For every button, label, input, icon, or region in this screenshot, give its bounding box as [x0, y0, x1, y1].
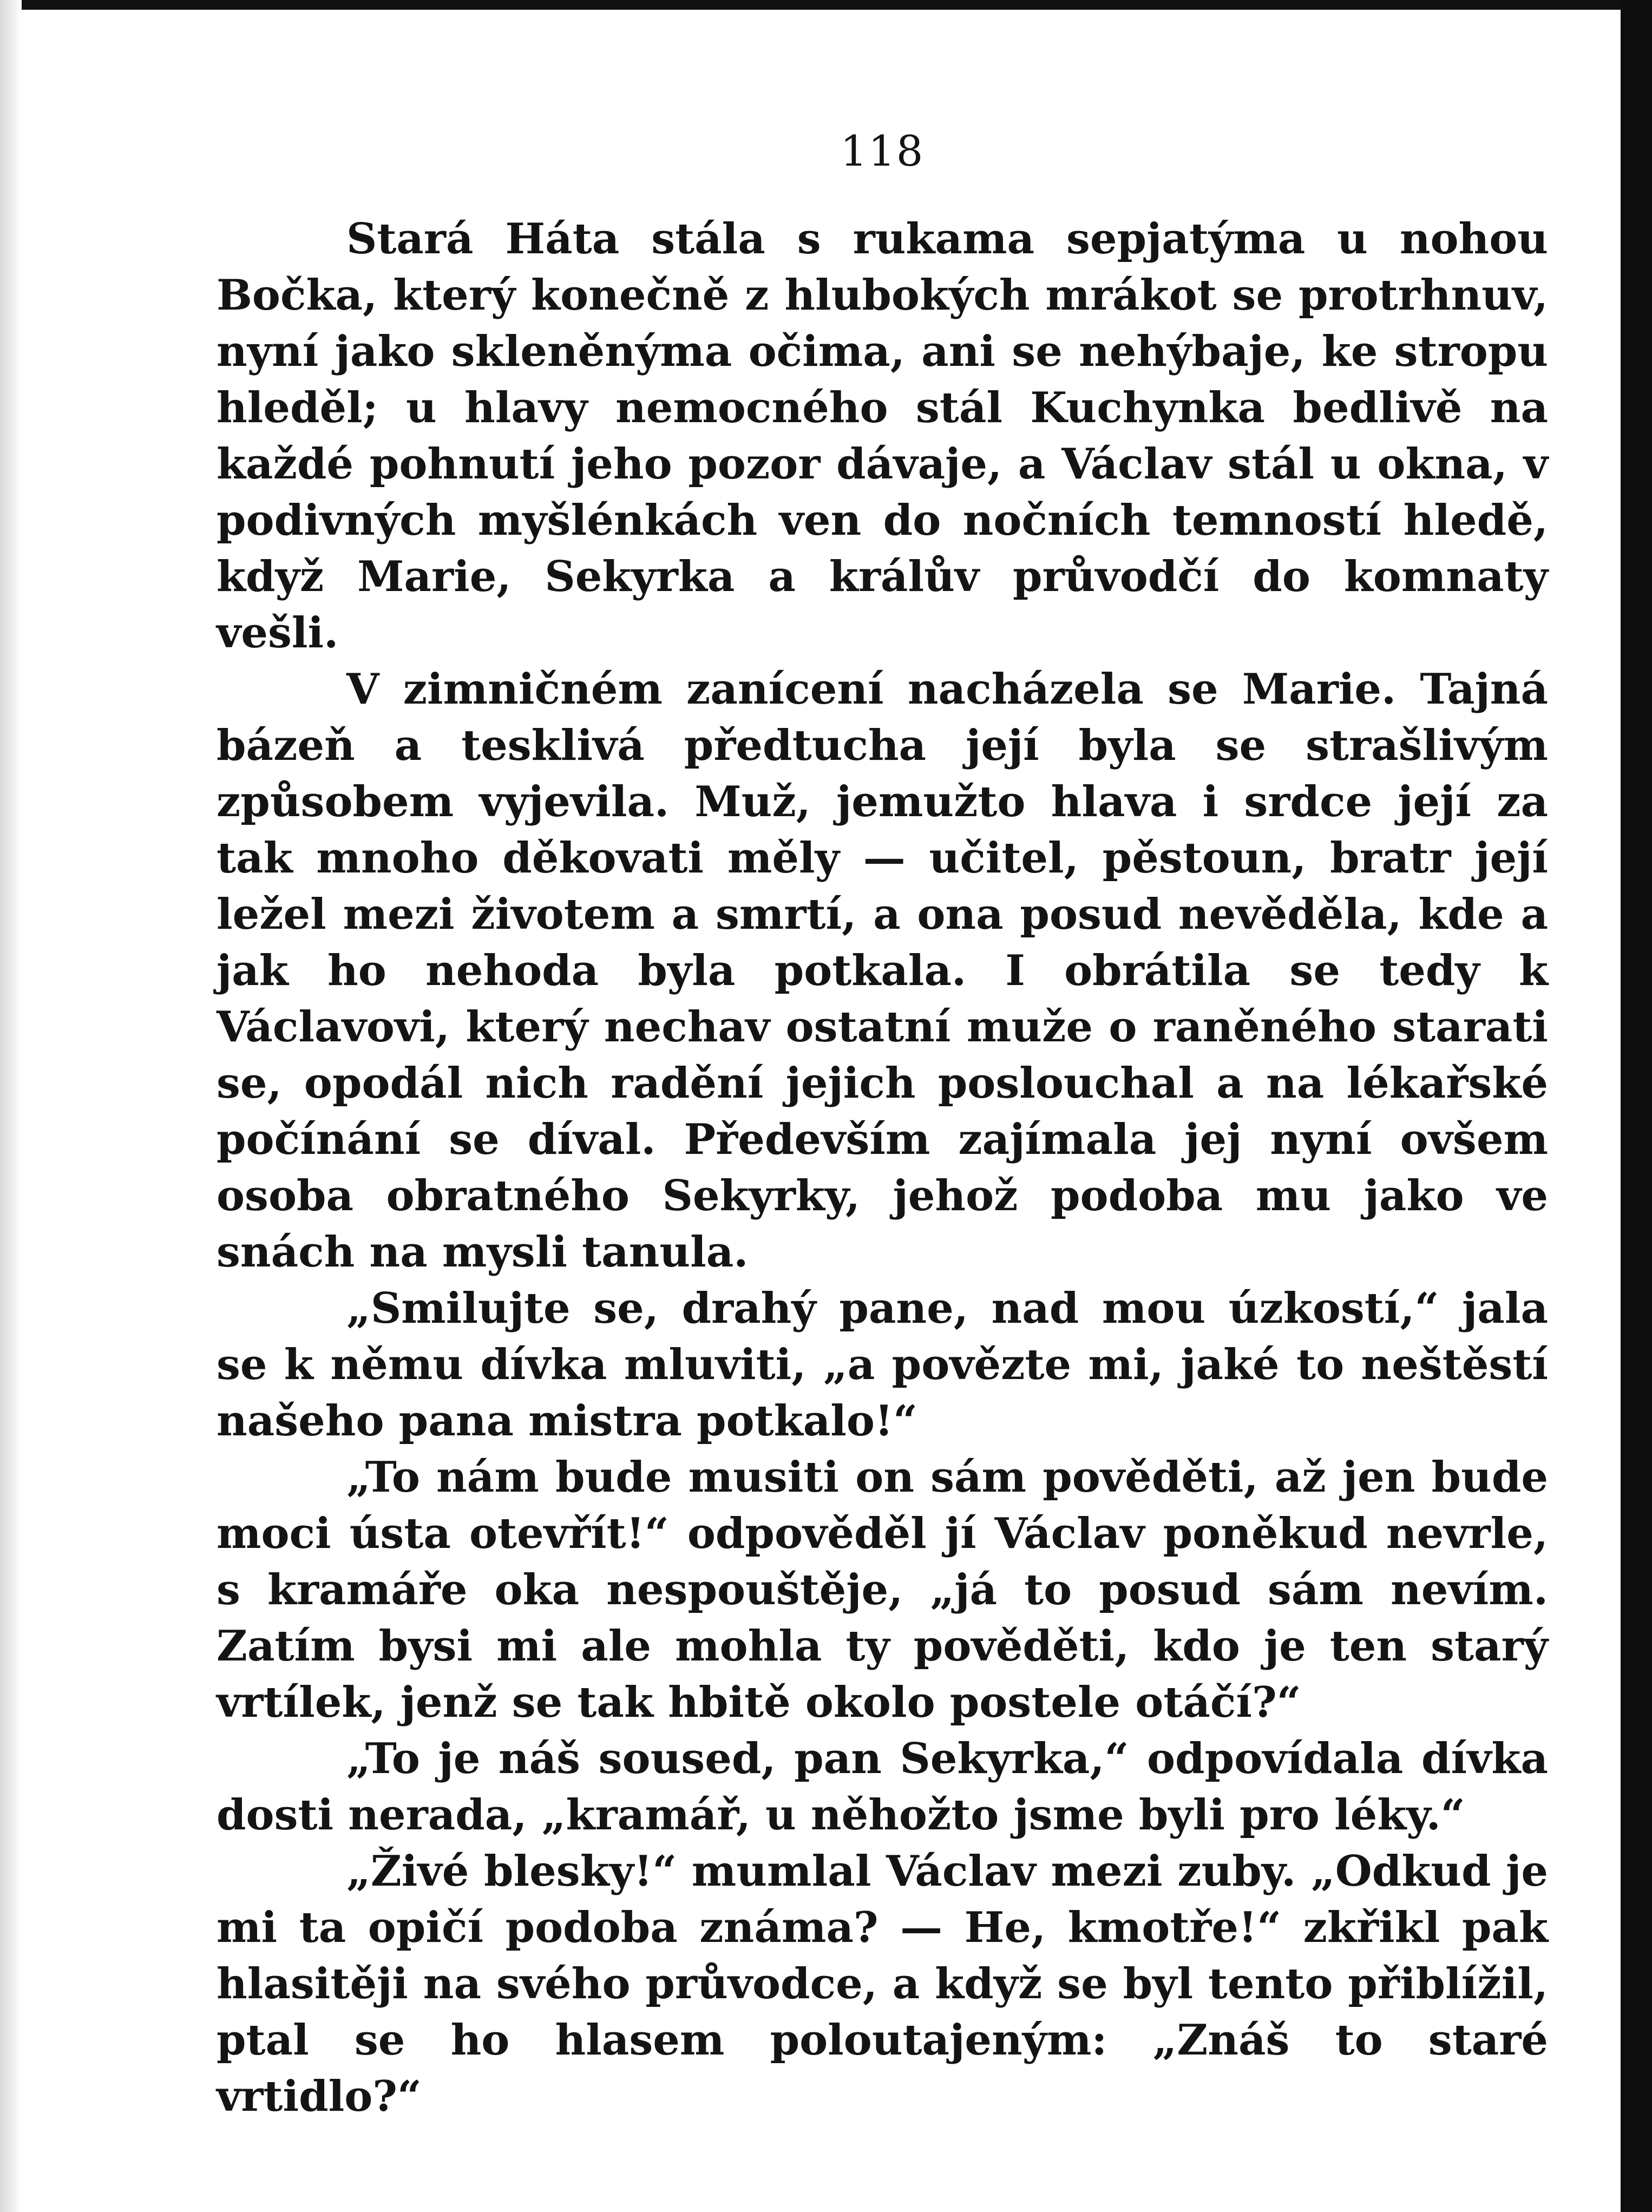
paragraph: „To nám bude musiti on sám pověděti, až jen bude moci ústa otevřít!“ odpověděl jí Václav poněkud nevrle, s kramáře oka nespouštěje, „já to posud sám nevím. Zatím bysi mi ale mohla ty pověděti, kdo je ten starý vrtílek, jenž se tak hbitě okolo postele otáčí?“ — [217, 1453, 1548, 1727]
paragraph: „Živé blesky!“ mumlal Václav mezi zuby. „Odkud je mi ta opičí podoba známa? — He, kmotře!“ zkřikl pak hlasitěji na svého průvodce, a když se byl tento přiblížil, ptal se ho hlasem poloutajeným: „Znáš to staré vrtidlo?“ — [217, 1847, 1548, 2121]
page-number: 118 — [840, 127, 925, 176]
scan-border-top — [0, 0, 1652, 10]
book-page — [217, 124, 1548, 2125]
paragraph: V zimničném zanícení nacházela se Marie. Tajná bázeň a tesklivá předtucha její byla se strašlivým způsobem vyjevila. Muž, jemužto hlava i srdce její za tak mnoho děkovati měly — učitel, pěstoun, bratr její ležel mezi životem a smrtí, a ona posud nevěděla, kde a jak ho nehoda byla potkala. I obrátila se tedy k Václavovi, který nechav ostatní muže o raněného starati se, opodál nich radění jejich poslouchal a na lékařské počínání se díval. Především zajímala jej nyní ovšem osoba obratného Sekyrky, jehož podoba mu jako ve snách na mysli tanula. — [217, 665, 1548, 1277]
paragraph: Stará Háta stála s rukama sepjatýma u nohou Bočka, který konečně z hlubokých mrákot se protrhnuv, nyní jako skleněnýma očima, ani se nehýbaje, ke stropu hleděl; u hlavy nemocného stál Kuchynka bedlivě na každé pohnutí jeho pozor dávaje, a Václav stál u okna, v podivných myšlénkách ven do nočních temností hledě, když Marie, Sekyrka a králův průvodčí do komnaty vešli. — [217, 214, 1548, 658]
scan-border-left — [0, 0, 22, 2212]
paragraph: „Smilujte se, drahý pane, nad mou úzkostí,“ jala se k němu dívka mluviti, „a povězte mi, jaké to neštěstí našeho pana mistra potkalo!“ — [217, 1284, 1548, 1446]
paragraph: „To je náš soused, pan Sekyrka,“ odpovídala dívka dosti nerada, „kramář, u něhožto jsme byli pro léky.“ — [217, 1734, 1548, 1840]
scan-border-right — [1621, 0, 1652, 2212]
